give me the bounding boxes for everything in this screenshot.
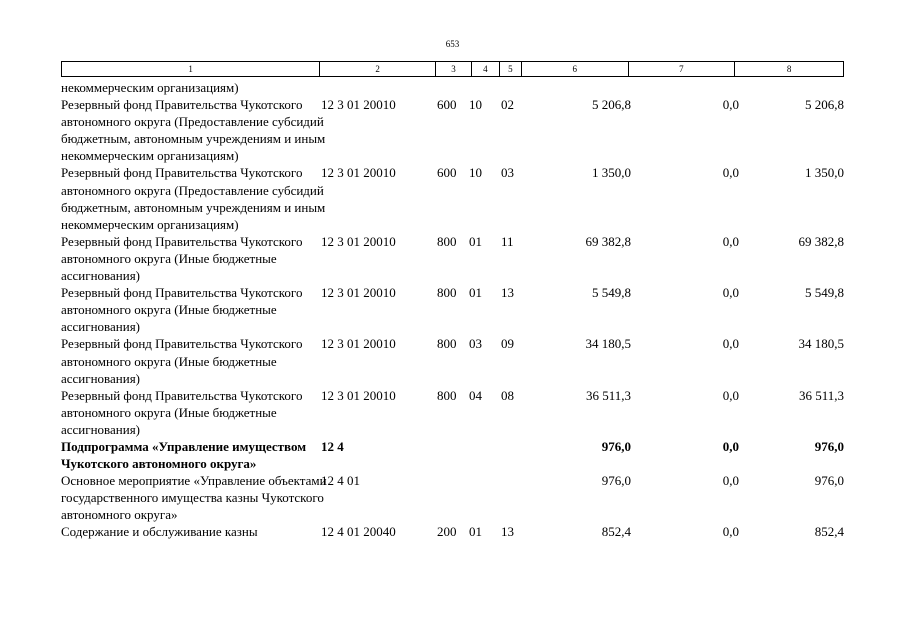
column-header-4: 4 bbox=[472, 62, 500, 76]
budget-code: 12 3 01 20010 bbox=[321, 97, 396, 113]
table-row bbox=[0, 233, 905, 284]
budget-code: 12 3 01 20010 bbox=[321, 233, 396, 249]
column-header-2: 2 bbox=[320, 62, 436, 76]
expense-type: 800 bbox=[437, 285, 457, 301]
table-row bbox=[0, 96, 905, 164]
subsection-code: 02 bbox=[501, 97, 514, 113]
row-description: Резервный фонд Правительства Чукотского автономного округа (Иные бюджетные ассигнования) bbox=[61, 336, 303, 386]
column-header-8: 8 bbox=[786, 64, 792, 74]
expense-type: 600 bbox=[437, 165, 457, 181]
subsection-code: 13 bbox=[501, 285, 514, 301]
amount-col8: 852,4 bbox=[814, 524, 844, 540]
row-description: Основное мероприятие «Управление объектами государственного имущества казны Чукотского автономного округа» bbox=[61, 473, 327, 523]
budget-code: 12 3 01 20010 bbox=[321, 285, 396, 301]
table-body bbox=[0, 79, 905, 541]
row-description: Содержание и обслуживание казны bbox=[61, 524, 258, 540]
subsection-code: 08 bbox=[501, 387, 514, 403]
amount-col8: 34 180,5 bbox=[798, 336, 844, 352]
amount-col6: 1 350,0 bbox=[592, 165, 631, 181]
amount-col7: 0,0 bbox=[722, 165, 739, 181]
section-code: 03 bbox=[469, 336, 482, 352]
subsection-code: 11 bbox=[501, 233, 514, 249]
table-row bbox=[0, 387, 905, 438]
table-row bbox=[0, 335, 905, 386]
amount-col7: 0,0 bbox=[722, 524, 739, 540]
expense-type: 600 bbox=[437, 97, 457, 113]
expense-type: 800 bbox=[437, 387, 457, 403]
amount-col7: 0,0 bbox=[722, 285, 739, 301]
budget-code: 12 3 01 20010 bbox=[321, 336, 396, 352]
amount-col7: 0,0 bbox=[722, 387, 739, 403]
expense-type: 800 bbox=[437, 233, 457, 249]
budget-code: 12 3 01 20010 bbox=[321, 165, 396, 181]
amount-col8: 36 511,3 bbox=[798, 387, 844, 403]
row-description: Резервный фонд Правительства Чукотского автономного округа (Иные бюджетные ассигнования) bbox=[61, 387, 303, 437]
budget-code: 12 4 01 20040 bbox=[321, 524, 396, 540]
budget-code: 12 3 01 20010 bbox=[321, 387, 396, 403]
table-row bbox=[0, 438, 905, 472]
amount-col6: 976,0 bbox=[601, 438, 631, 454]
table-row bbox=[0, 284, 905, 335]
amount-col8: 5 206,8 bbox=[805, 97, 844, 113]
amount-col8: 69 382,8 bbox=[798, 233, 844, 249]
budget-code: 12 4 bbox=[321, 438, 344, 454]
column-header-3: 3 bbox=[436, 62, 472, 76]
section-code: 04 bbox=[469, 387, 482, 403]
row-description: Резервный фонд Правительства Чукотского автономного округа (Иные бюджетные ассигнования) bbox=[61, 233, 303, 284]
amount-col6: 5 549,8 bbox=[592, 285, 631, 301]
amount-col7: 0,0 bbox=[722, 473, 739, 489]
section-code: 01 bbox=[469, 285, 482, 301]
row-description: Резервный фонд Правительства Чукотского автономного округа (Предоставление субсидий бюджетным, автономным учреждениям и иным некоммерческим организациям) bbox=[61, 97, 326, 164]
table-row bbox=[0, 79, 905, 96]
amount-col8: 976,0 bbox=[814, 473, 844, 489]
subsection-code: 09 bbox=[501, 336, 514, 352]
expense-type: 200 bbox=[437, 524, 457, 540]
amount-col8: 5 549,8 bbox=[805, 285, 844, 301]
table-row bbox=[0, 472, 905, 523]
column-header-5: 5 bbox=[500, 62, 522, 76]
row-description: некоммерческим организациям) bbox=[61, 80, 239, 95]
column-header-1: 1 bbox=[62, 62, 320, 76]
section-code: 10 bbox=[469, 165, 482, 181]
amount-col8: 976,0 bbox=[814, 438, 844, 454]
amount-col6: 34 180,5 bbox=[585, 336, 631, 352]
row-description: Подпрограмма «Управление имуществом Чукотского автономного округа» bbox=[61, 438, 307, 472]
amount-col7: 0,0 bbox=[722, 438, 739, 454]
amount-col6: 852,4 bbox=[601, 524, 631, 540]
amount-col7: 0,0 bbox=[722, 233, 739, 249]
amount-col6: 36 511,3 bbox=[585, 387, 631, 403]
expense-type: 800 bbox=[437, 336, 457, 352]
page-number: 653 bbox=[445, 39, 460, 49]
section-code: 01 bbox=[469, 233, 482, 249]
column-header-6: 6 bbox=[522, 62, 629, 76]
table-row bbox=[0, 523, 905, 540]
section-code: 01 bbox=[469, 524, 482, 540]
table-row bbox=[0, 164, 905, 232]
row-description: Резервный фонд Правительства Чукотского автономного округа (Иные бюджетные ассигнования) bbox=[61, 285, 303, 335]
section-code: 10 bbox=[469, 97, 482, 113]
amount-col7: 0,0 bbox=[722, 336, 739, 352]
amount-col6: 976,0 bbox=[601, 473, 631, 489]
subsection-code: 13 bbox=[501, 524, 514, 540]
subsection-code: 03 bbox=[501, 165, 514, 181]
amount-col8: 1 350,0 bbox=[805, 165, 844, 181]
table-header bbox=[61, 61, 844, 77]
amount-col7: 0,0 bbox=[722, 97, 739, 113]
budget-code: 12 4 01 bbox=[321, 473, 360, 489]
amount-col6: 69 382,8 bbox=[585, 233, 631, 249]
amount-col6: 5 206,8 bbox=[592, 97, 631, 113]
row-description: Резервный фонд Правительства Чукотского автономного округа (Предоставление субсидий бюджетным, автономным учреждениям и иным некоммерческим организациям) bbox=[61, 165, 326, 232]
column-header-7: 7 bbox=[629, 62, 736, 76]
